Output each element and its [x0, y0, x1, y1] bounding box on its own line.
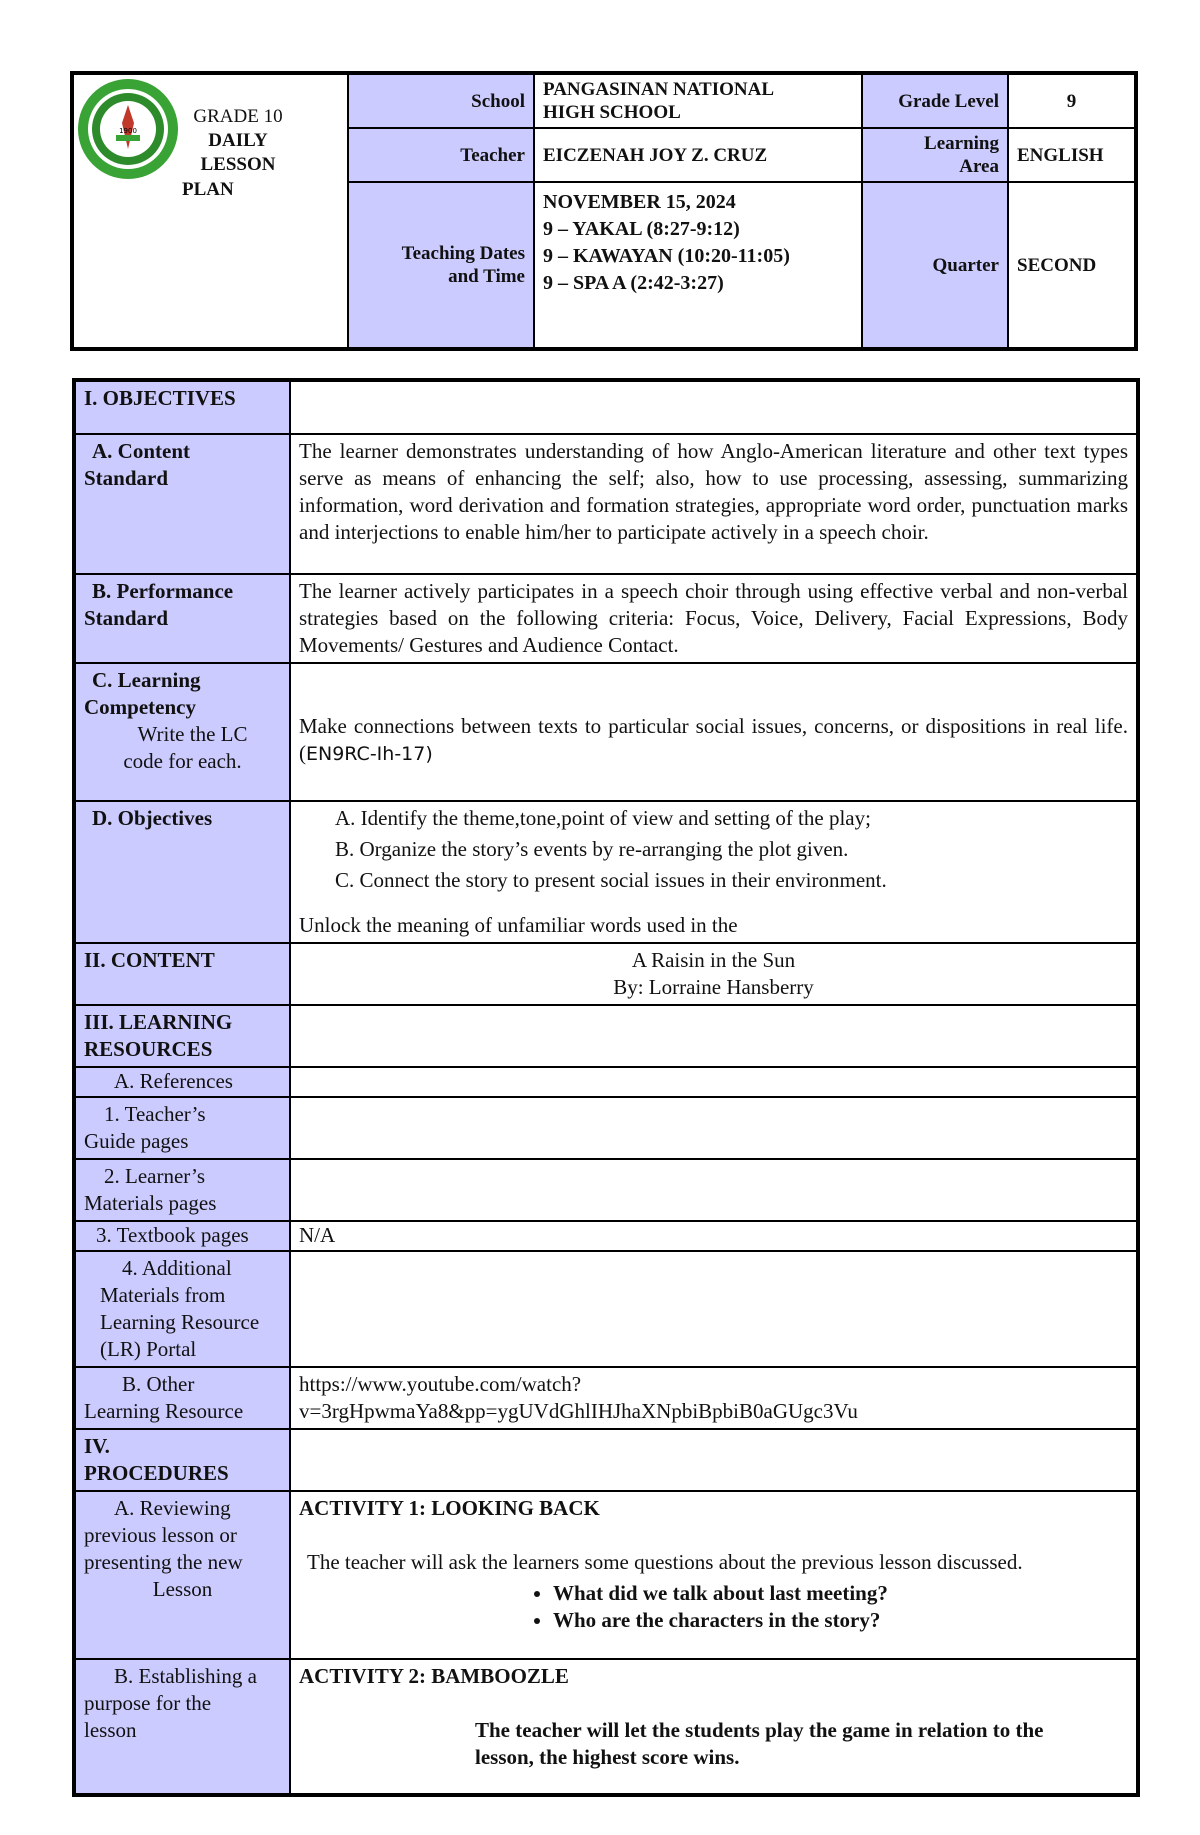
- label-line: C. Learning: [92, 668, 201, 692]
- label-line: B. Performance: [92, 579, 234, 603]
- table-row: [74, 434, 1138, 574]
- references-label: A. References: [74, 1067, 290, 1097]
- learning-competency-label: [74, 663, 290, 801]
- content-standard-label: [74, 434, 290, 574]
- table-row: [74, 574, 1138, 663]
- empty-cell: [290, 380, 1138, 434]
- table-row: [74, 1367, 1138, 1429]
- content-standard-text: The learner demonstrates understanding of how Anglo-American literature and other text types serve as means of enhancing the self; also, how to use processing, assessing, summarizing information, word derivation and formation strategies, appropriate word order, punctuation marks and interjections to enable him/her to participate actively in a speech choir.: [290, 434, 1138, 574]
- url-line[interactable]: v=3rgHpwmaYa8&pp=ygUVdGhlIHJhaXNpbiBpbiB0aGUgc3Vu: [299, 1399, 858, 1423]
- table-row: [74, 1429, 1138, 1491]
- grade-level-value: 9: [1008, 73, 1136, 128]
- date-line: NOVEMBER 15, 2024: [543, 191, 736, 213]
- heading-line: IV.: [84, 1434, 110, 1458]
- teaching-dates-value: [534, 182, 862, 349]
- table-row: [74, 1067, 1138, 1097]
- label-line: lesson: [84, 1718, 137, 1742]
- heading-line: III. LEARNING: [84, 1010, 233, 1034]
- table-row: [74, 1097, 1138, 1159]
- list-item: B. Organize the story’s events by re-arranging the plot given.: [335, 837, 849, 861]
- title-line: DAILY: [208, 130, 268, 151]
- learning-area-label: [862, 128, 1008, 182]
- objectives-heading: I. OBJECTIVES: [74, 380, 290, 434]
- area-label-line: Learning: [924, 133, 999, 154]
- empty-cell: [290, 1067, 1138, 1097]
- objectives-label: [74, 801, 290, 943]
- label-line: Standard: [84, 606, 169, 630]
- label-line: B. Other: [122, 1372, 195, 1396]
- title-line: LESSON: [200, 154, 276, 175]
- label-line: 2. Learner’s: [104, 1164, 206, 1188]
- table-row: [74, 1221, 1138, 1251]
- list-item: • What did we talk about last meeting?: [553, 1580, 1128, 1607]
- label-line: code for each.: [123, 749, 242, 773]
- activity-1-title: ACTIVITY 1: LOOKING BACK: [299, 1496, 600, 1520]
- objectives-list: [299, 805, 1128, 894]
- learning-resources-heading: [74, 1005, 290, 1067]
- content-author: By: Lorraine Hansberry: [613, 975, 814, 999]
- label-line: Standard: [84, 466, 169, 490]
- school-logo-cell: [72, 73, 348, 349]
- empty-cell: [290, 1097, 1138, 1159]
- label-line: Learning Resource: [100, 1310, 260, 1334]
- activity-2-text: lesson, the highest score wins.: [475, 1745, 740, 1769]
- quarter-label: Quarter: [862, 182, 1008, 349]
- table-row: [74, 1659, 1138, 1795]
- label-line: 4. Additional: [122, 1256, 232, 1280]
- competency-text: Make connections between texts to particular social issues, concerns, or dispositions in real life. (: [299, 714, 1128, 765]
- objectives-list-cell: [290, 801, 1138, 943]
- reviewing-lesson-label: [74, 1491, 290, 1659]
- school-value-line: PANGASINAN NATIONAL: [543, 79, 775, 100]
- procedures-heading: [74, 1429, 290, 1491]
- learning-competency-text: [290, 663, 1138, 801]
- textbook-pages-label: 3. Textbook pages: [74, 1221, 290, 1251]
- svg-text:1900: 1900: [119, 127, 137, 135]
- heading-line: PROCEDURES: [84, 1461, 229, 1485]
- label-line: Competency: [84, 695, 196, 719]
- activity-1-cell: [290, 1491, 1138, 1659]
- activity-2-text: The teacher will let the students play the game in relation to the: [475, 1718, 1044, 1742]
- dates-label-line: Teaching Dates: [401, 243, 525, 264]
- school-label: School: [348, 73, 534, 128]
- label-line: 1. Teacher’s: [104, 1102, 206, 1126]
- objective-extra-text: Unlock the meaning of unfamiliar words used in the: [299, 913, 738, 937]
- empty-cell: [290, 1159, 1138, 1221]
- activity-1-text: The teacher will ask the learners some questions about the previous lesson discussed.: [307, 1550, 1023, 1574]
- activity-1-questions: [299, 1580, 1128, 1634]
- learners-materials-label: [74, 1159, 290, 1221]
- performance-standard-text: The learner actively participates in a speech choir through using effective verbal and non-verbal strategies based on the following criteria: Focus, Voice, Delivery, Facial Expressions, Body Movements/ Gestures and Audience Contact.: [290, 574, 1138, 663]
- quarter-value: SECOND: [1008, 182, 1136, 349]
- establishing-purpose-label: [74, 1659, 290, 1795]
- performance-standard-label: [74, 574, 290, 663]
- table-row: [74, 1159, 1138, 1221]
- table-row: [74, 943, 1138, 1005]
- heading-line: RESOURCES: [84, 1037, 213, 1061]
- textbook-pages-value: N/A: [290, 1221, 1138, 1251]
- activity-2-title: ACTIVITY 2: BAMBOOZLE: [299, 1664, 569, 1688]
- additional-materials-label: [74, 1251, 290, 1367]
- label-line: (LR) Portal: [100, 1337, 197, 1361]
- title-line-plan: PLAN: [182, 179, 234, 200]
- content-title: A Raisin in the Sun: [631, 948, 796, 972]
- label-line: purpose for the: [84, 1691, 212, 1715]
- label-line: Materials pages: [84, 1191, 217, 1215]
- date-line: 9 – YAKAL (8:27-9:12): [543, 218, 740, 240]
- empty-cell: [290, 1251, 1138, 1367]
- teachers-guide-label: [74, 1097, 290, 1159]
- list-item: C. Connect the story to present social issues in their environment.: [335, 868, 887, 892]
- table-row: [74, 801, 1138, 943]
- label-line: Learning Resource: [84, 1399, 244, 1423]
- grade-level-label: Grade Level: [862, 73, 1008, 128]
- content-heading: II. CONTENT: [74, 943, 290, 1005]
- title-line: GRADE 10: [193, 106, 283, 127]
- table-row: [74, 1491, 1138, 1659]
- label-line: D. Objectives: [92, 806, 213, 830]
- teaching-dates-label: [348, 182, 534, 349]
- dates-label-line: and Time: [448, 266, 525, 287]
- school-seal-icon: [76, 77, 180, 181]
- label-line: Materials from: [100, 1283, 226, 1307]
- list-item: • Who are the characters in the story?: [553, 1607, 1128, 1634]
- label-line: B. Establishing a: [114, 1664, 257, 1688]
- label-line: previous lesson or: [84, 1523, 237, 1547]
- lesson-plan-table: [72, 378, 1140, 1797]
- table-row: [74, 380, 1138, 434]
- teacher-value: EICZENAH JOY Z. CRUZ: [534, 128, 862, 182]
- empty-cell: [290, 1429, 1138, 1491]
- table-row: [74, 1251, 1138, 1367]
- lesson-plan-title: [182, 105, 294, 177]
- table-row: [74, 1005, 1138, 1067]
- label-line: A. Content: [92, 439, 190, 463]
- other-resource-link[interactable]: [290, 1367, 1138, 1429]
- label-line: presenting the new: [84, 1550, 243, 1574]
- table-row: [74, 663, 1138, 801]
- empty-cell: [290, 1005, 1138, 1067]
- competency-code: EN9RC-Ih-17): [306, 743, 433, 765]
- date-line: 9 – KAWAYAN (10:20-11:05): [543, 245, 790, 267]
- activity-2-cell: [290, 1659, 1138, 1795]
- content-cell: [290, 943, 1138, 1005]
- area-label-line: Area: [959, 156, 999, 177]
- date-line: 9 – SPA A (2:42-3:27): [543, 272, 724, 294]
- header-table: [70, 71, 1138, 351]
- label-line: A. Reviewing: [114, 1496, 231, 1520]
- url-line[interactable]: https://www.youtube.com/watch?: [299, 1372, 582, 1396]
- label-line: Guide pages: [84, 1129, 189, 1153]
- label-line: Lesson: [152, 1577, 213, 1601]
- school-value: [534, 73, 862, 128]
- other-resource-label: [74, 1367, 290, 1429]
- school-value-line: HIGH SCHOOL: [543, 102, 681, 123]
- learning-area-value: ENGLISH: [1008, 128, 1136, 182]
- label-line: Write the LC: [137, 722, 248, 746]
- list-item: A. Identify the theme,tone,point of view and setting of the play;: [335, 806, 871, 830]
- teacher-label: Teacher: [348, 128, 534, 182]
